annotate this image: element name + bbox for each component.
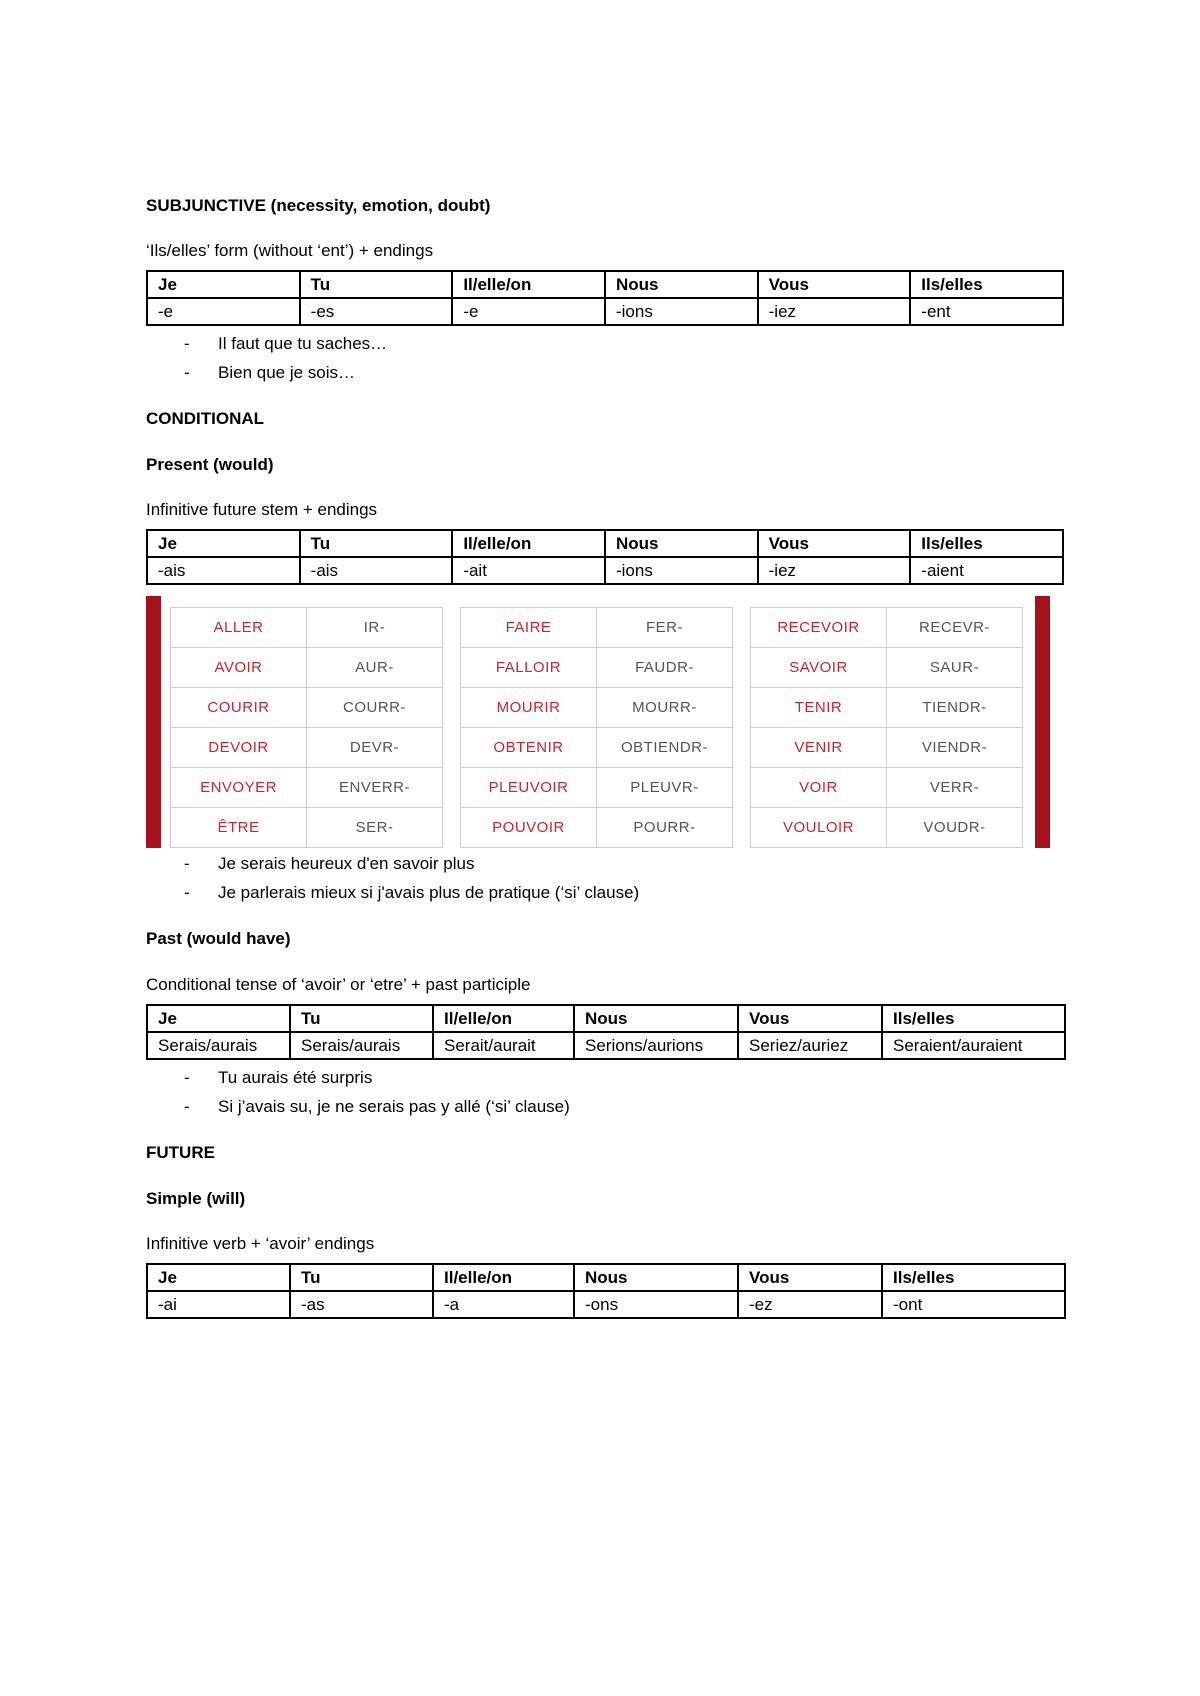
example-item: - Il faut que tu saches… [146,329,387,358]
header-cell: Tu [300,530,453,557]
header-cell: Ils/elles [910,271,1063,298]
ending-cell: -ez [738,1291,882,1318]
conditional-present-heading: Present (would) [146,455,274,474]
conditional-present-examples [146,849,639,907]
infinitive-cell: SAVOIR [751,648,887,688]
stem-cell: VIENDR- [887,728,1023,768]
header-cell: Nous [605,530,758,557]
header-cell: Il/elle/on [452,530,605,557]
header-cell: Tu [300,271,453,298]
conditional-past-rule: Conditional tense of ‘avoir’ or ‘etre’ + past participle [146,975,531,994]
conditional-past-heading: Past (would have) [146,929,291,948]
ending-cell: -ions [605,557,758,584]
stem-cell: DEVR- [307,728,443,768]
ending-cell: -a [433,1291,574,1318]
infinitive-cell: POUVOIR [461,808,597,848]
infinitive-cell: PLEUVOIR [461,768,597,808]
ending-cell: -es [300,298,453,325]
header-cell: Ils/elles [910,530,1063,557]
example-item: - Je serais heureux d'en savoir plus [146,849,639,878]
header-cell: Nous [574,1264,738,1291]
infinitive-cell: FAIRE [461,608,597,648]
stem-cell: SER- [307,808,443,848]
header-cell: Il/elle/on [433,1005,574,1032]
stem-group-2 [460,607,733,848]
header-cell: Ils/elles [882,1005,1065,1032]
infinitive-cell: RECEVOIR [751,608,887,648]
infinitive-cell: FALLOIR [461,648,597,688]
form-cell: Serait/aurait [433,1032,574,1059]
conditional-past-examples [146,1063,570,1121]
ending-cell: -ont [882,1291,1065,1318]
stem-cell: OBTIENDR- [597,728,733,768]
header-cell: Je [147,1264,290,1291]
header-cell: Nous [605,271,758,298]
header-cell: Je [147,1005,290,1032]
ending-cell: -ais [300,557,453,584]
stem-cell: ENVERR- [307,768,443,808]
stem-group-3 [750,607,1023,848]
ending-cell: -ions [605,298,758,325]
stem-cell: RECEVR- [887,608,1023,648]
infinitive-cell: ALLER [171,608,307,648]
form-cell: Seraient/auraient [882,1032,1065,1059]
subjunctive-table [146,270,1064,326]
stem-cell: PLEUVR- [597,768,733,808]
header-cell: Vous [758,271,911,298]
infinitive-cell: TENIR [751,688,887,728]
ending-cell: -ai [147,1291,290,1318]
form-cell: Serais/aurais [147,1032,290,1059]
stem-cell: COURR- [307,688,443,728]
stem-cell: POURR- [597,808,733,848]
stem-cell: SAUR- [887,648,1023,688]
example-item: - Tu aurais été surpris [146,1063,570,1092]
infinitive-cell: VENIR [751,728,887,768]
conditional-present-table [146,529,1064,585]
subjunctive-heading: SUBJUNCTIVE (necessity, emotion, doubt) [146,196,491,215]
conditional-present-rule: Infinitive future stem + endings [146,500,378,519]
future-simple-rule: Infinitive verb + ‘avoir’ endings [146,1234,375,1253]
infinitive-cell: OBTENIR [461,728,597,768]
irregular-stems-figure [146,596,1050,848]
red-bar-right [1035,596,1050,848]
ending-cell: -ait [452,557,605,584]
infinitive-cell: COURIR [171,688,307,728]
conditional-heading: CONDITIONAL [146,409,265,428]
header-cell: Ils/elles [882,1264,1065,1291]
header-cell: Il/elle/on [452,271,605,298]
red-bar-left [146,596,161,848]
ending-cell: -iez [758,557,911,584]
ending-cell: -e [452,298,605,325]
ending-cell: -iez [758,298,911,325]
header-cell: Je [147,530,300,557]
header-cell: Vous [738,1005,882,1032]
ending-cell: -ons [574,1291,738,1318]
header-cell: Vous [738,1264,882,1291]
ending-cell: -as [290,1291,433,1318]
example-item: - Je parlerais mieux si j'avais plus de pratique (‘si’ clause) [146,878,639,907]
stem-cell: AUR- [307,648,443,688]
form-cell: Serais/aurais [290,1032,433,1059]
infinitive-cell: VOULOIR [751,808,887,848]
example-item: - Bien que je sois… [146,358,387,387]
conditional-past-table [146,1004,1066,1060]
header-cell: Nous [574,1005,738,1032]
future-simple-table [146,1263,1066,1319]
stem-cell: TIENDR- [887,688,1023,728]
header-cell: Tu [290,1264,433,1291]
form-cell: Seriez/auriez [738,1032,882,1059]
header-cell: Tu [290,1005,433,1032]
infinitive-cell: MOURIR [461,688,597,728]
stem-cell: VOUDR- [887,808,1023,848]
infinitive-cell: VOIR [751,768,887,808]
stem-cell: FAUDR- [597,648,733,688]
future-simple-heading: Simple (will) [146,1189,246,1208]
future-heading: FUTURE [146,1143,215,1162]
infinitive-cell: AVOIR [171,648,307,688]
infinitive-cell: ÊTRE [171,808,307,848]
infinitive-cell: ENVOYER [171,768,307,808]
ending-cell: -ent [910,298,1063,325]
subjunctive-examples [146,329,387,387]
form-cell: Serions/aurions [574,1032,738,1059]
example-item: - Si j’avais su, je ne serais pas y allé (‘si’ clause) [146,1092,570,1121]
stem-group-1 [170,607,443,848]
ending-cell: -e [147,298,300,325]
header-cell: Je [147,271,300,298]
subjunctive-rule: ‘Ils/elles’ form (without ‘ent’) + endings [146,241,434,260]
stem-cell: MOURR- [597,688,733,728]
ending-cell: -ais [147,557,300,584]
stem-cell: VERR- [887,768,1023,808]
ending-cell: -aient [910,557,1063,584]
infinitive-cell: DEVOIR [171,728,307,768]
stem-cell: IR- [307,608,443,648]
header-cell: Vous [758,530,911,557]
stem-cell: FER- [597,608,733,648]
header-cell: Il/elle/on [433,1264,574,1291]
